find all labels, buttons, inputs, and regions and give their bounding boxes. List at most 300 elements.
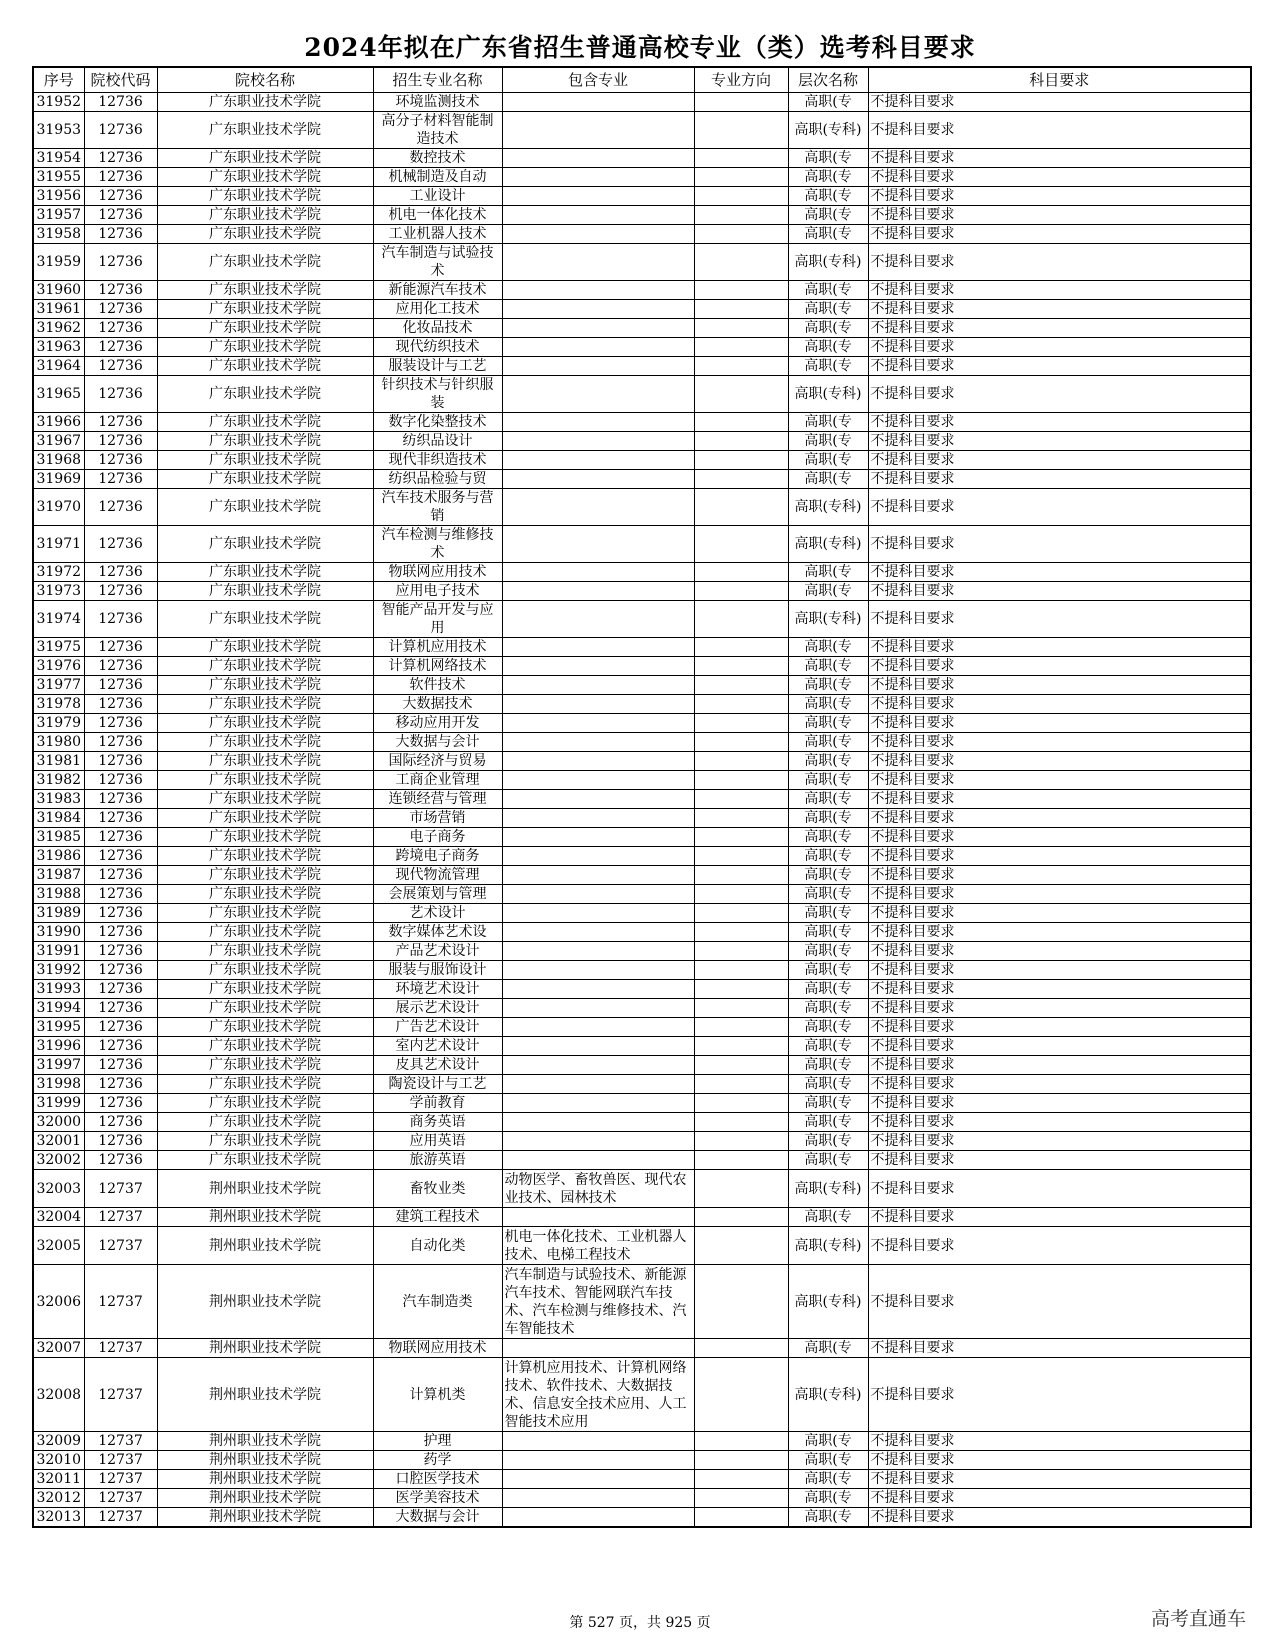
direction-cell (694, 866, 788, 885)
school-cell: 广东职业技术学院 (157, 357, 373, 376)
included-majors-cell (502, 1508, 694, 1528)
direction-cell (694, 714, 788, 733)
level-cell: 高职(专 (788, 470, 868, 489)
school-cell: 广东职业技术学院 (157, 752, 373, 771)
school-cell: 广东职业技术学院 (157, 93, 373, 112)
seq-cell: 31967 (33, 432, 84, 451)
col-header: 层次名称 (788, 67, 868, 93)
school-cell: 广东职业技术学院 (157, 809, 373, 828)
major-cell: 服装设计与工艺 (373, 357, 502, 376)
included-majors-cell (502, 1132, 694, 1151)
table-row (33, 942, 1251, 961)
major-cell: 物联网应用技术 (373, 563, 502, 582)
major-cell: 环境艺术设计 (373, 980, 502, 999)
direction-cell (694, 206, 788, 225)
major-cell: 工商企业管理 (373, 771, 502, 790)
seq-cell: 32002 (33, 1151, 84, 1170)
table-row (33, 1339, 1251, 1358)
school-cell: 荆州职业技术学院 (157, 1339, 373, 1358)
col-header: 专业方向 (694, 67, 788, 93)
level-cell: 高职(专 (788, 1508, 868, 1528)
level-cell: 高职(专 (788, 1037, 868, 1056)
level-cell: 高职(专 (788, 1451, 868, 1470)
code-cell: 12737 (84, 1451, 157, 1470)
major-cell: 广告艺术设计 (373, 1018, 502, 1037)
direction-cell (694, 357, 788, 376)
included-majors-cell (502, 790, 694, 809)
code-cell: 12736 (84, 904, 157, 923)
level-cell: 高职(专 (788, 1489, 868, 1508)
major-cell: 自动化类 (373, 1227, 502, 1265)
direction-cell (694, 451, 788, 470)
direction-cell (694, 300, 788, 319)
requirement-cell: 不提科目要求 (868, 1056, 1251, 1075)
direction-cell (694, 582, 788, 601)
school-cell: 广东职业技术学院 (157, 657, 373, 676)
code-cell: 12736 (84, 1056, 157, 1075)
direction-cell (694, 733, 788, 752)
table-row (33, 376, 1251, 413)
major-cell: 大数据技术 (373, 695, 502, 714)
direction-cell (694, 847, 788, 866)
level-cell: 高职(专 (788, 582, 868, 601)
included-majors-cell (502, 638, 694, 657)
seq-cell: 31977 (33, 676, 84, 695)
code-cell: 12736 (84, 752, 157, 771)
table-row (33, 1018, 1251, 1037)
included-majors-cell (502, 470, 694, 489)
code-cell: 12736 (84, 376, 157, 413)
direction-cell (694, 1056, 788, 1075)
direction-cell (694, 1227, 788, 1265)
requirement-cell: 不提科目要求 (868, 828, 1251, 847)
seq-cell: 32006 (33, 1265, 84, 1339)
major-cell: 护理 (373, 1432, 502, 1451)
direction-cell (694, 638, 788, 657)
table-row (33, 300, 1251, 319)
table-row (33, 1265, 1251, 1339)
school-cell: 荆州职业技术学院 (157, 1170, 373, 1208)
level-cell: 高职(专 (788, 93, 868, 112)
included-majors-cell: 汽车制造与试验技术、新能源汽车技术、智能网联汽车技术、汽车检测与维修技术、汽车智能技术 (502, 1265, 694, 1339)
level-cell: 高职(专 (788, 319, 868, 338)
table-row (33, 885, 1251, 904)
requirement-cell: 不提科目要求 (868, 961, 1251, 980)
seq-cell: 31956 (33, 187, 84, 206)
direction-cell (694, 942, 788, 961)
direction-cell (694, 695, 788, 714)
seq-cell: 31995 (33, 1018, 84, 1037)
level-cell: 高职(专 (788, 206, 868, 225)
requirement-cell: 不提科目要求 (868, 1432, 1251, 1451)
requirement-cell: 不提科目要求 (868, 1451, 1251, 1470)
requirement-cell: 不提科目要求 (868, 695, 1251, 714)
level-cell: 高职(专 (788, 904, 868, 923)
major-cell: 化妆品技术 (373, 319, 502, 338)
seq-cell: 31955 (33, 168, 84, 187)
major-cell: 工业机器人技术 (373, 225, 502, 244)
included-majors-cell (502, 885, 694, 904)
included-majors-cell (502, 828, 694, 847)
table-row (33, 149, 1251, 168)
code-cell: 12736 (84, 866, 157, 885)
requirement-cell: 不提科目要求 (868, 1227, 1251, 1265)
table-row (33, 904, 1251, 923)
school-cell: 广东职业技术学院 (157, 300, 373, 319)
table-row (33, 1094, 1251, 1113)
direction-cell (694, 904, 788, 923)
seq-cell: 32010 (33, 1451, 84, 1470)
requirement-cell: 不提科目要求 (868, 582, 1251, 601)
requirement-cell: 不提科目要求 (868, 470, 1251, 489)
included-majors-cell (502, 809, 694, 828)
major-cell: 移动应用开发 (373, 714, 502, 733)
level-cell: 高职(专 (788, 432, 868, 451)
requirement-cell: 不提科目要求 (868, 601, 1251, 638)
table-row (33, 1451, 1251, 1470)
requirement-cell: 不提科目要求 (868, 771, 1251, 790)
included-majors-cell: 机电一体化技术、工业机器人技术、电梯工程技术 (502, 1227, 694, 1265)
major-cell: 会展策划与管理 (373, 885, 502, 904)
code-cell: 12737 (84, 1170, 157, 1208)
seq-cell: 31993 (33, 980, 84, 999)
included-majors-cell (502, 319, 694, 338)
direction-cell (694, 470, 788, 489)
major-cell: 跨境电子商务 (373, 847, 502, 866)
direction-cell (694, 432, 788, 451)
seq-cell: 31991 (33, 942, 84, 961)
table-row (33, 790, 1251, 809)
table-row (33, 657, 1251, 676)
level-cell: 高职(专 (788, 357, 868, 376)
level-cell: 高职(专 (788, 1075, 868, 1094)
included-majors-cell (502, 904, 694, 923)
school-cell: 广东职业技术学院 (157, 847, 373, 866)
included-majors-cell (502, 1470, 694, 1489)
code-cell: 12737 (84, 1265, 157, 1339)
major-cell: 机械制造及自动 (373, 168, 502, 187)
direction-cell (694, 601, 788, 638)
requirement-cell: 不提科目要求 (868, 790, 1251, 809)
school-cell: 广东职业技术学院 (157, 904, 373, 923)
level-cell: 高职(专 (788, 999, 868, 1018)
requirement-cell: 不提科目要求 (868, 1470, 1251, 1489)
requirement-cell: 不提科目要求 (868, 923, 1251, 942)
code-cell: 12736 (84, 828, 157, 847)
level-cell: 高职(专 (788, 866, 868, 885)
code-cell: 12737 (84, 1208, 157, 1227)
direction-cell (694, 1037, 788, 1056)
seq-cell: 31958 (33, 225, 84, 244)
level-cell: 高职(专科) (788, 244, 868, 281)
level-cell: 高职(专 (788, 1339, 868, 1358)
direction-cell (694, 338, 788, 357)
included-majors-cell (502, 847, 694, 866)
level-cell: 高职(专 (788, 1208, 868, 1227)
seq-cell: 31992 (33, 961, 84, 980)
included-majors-cell (502, 432, 694, 451)
code-cell: 12736 (84, 1094, 157, 1113)
seq-cell: 31954 (33, 149, 84, 168)
seq-cell: 31989 (33, 904, 84, 923)
included-majors-cell (502, 1018, 694, 1037)
code-cell: 12737 (84, 1470, 157, 1489)
included-majors-cell (502, 1056, 694, 1075)
included-majors-cell (502, 281, 694, 300)
requirement-cell: 不提科目要求 (868, 413, 1251, 432)
code-cell: 12736 (84, 733, 157, 752)
direction-cell (694, 961, 788, 980)
included-majors-cell (502, 771, 694, 790)
major-cell: 环境监测技术 (373, 93, 502, 112)
requirement-cell: 不提科目要求 (868, 376, 1251, 413)
major-cell: 产品艺术设计 (373, 942, 502, 961)
level-cell: 高职(专 (788, 149, 868, 168)
level-cell: 高职(专 (788, 790, 868, 809)
major-cell: 医学美容技术 (373, 1489, 502, 1508)
included-majors-cell (502, 1451, 694, 1470)
seq-cell: 31982 (33, 771, 84, 790)
requirement-cell: 不提科目要求 (868, 1265, 1251, 1339)
table-row (33, 206, 1251, 225)
included-majors-cell (502, 451, 694, 470)
level-cell: 高职(专科) (788, 1265, 868, 1339)
seq-cell: 31972 (33, 563, 84, 582)
included-majors-cell (502, 1208, 694, 1227)
major-cell: 数字化染整技术 (373, 413, 502, 432)
major-cell: 机电一体化技术 (373, 206, 502, 225)
seq-cell: 32011 (33, 1470, 84, 1489)
school-cell: 广东职业技术学院 (157, 771, 373, 790)
major-cell: 连锁经营与管理 (373, 790, 502, 809)
major-cell: 软件技术 (373, 676, 502, 695)
watermark-text: 高考直通车 (1150, 1608, 1246, 1630)
requirement-cell: 不提科目要求 (868, 999, 1251, 1018)
page-title: 2024年拟在广东省招生普通高校专业（类）选考科目要求 (304, 33, 976, 62)
seq-cell: 31997 (33, 1056, 84, 1075)
included-majors-cell (502, 1037, 694, 1056)
level-cell: 高职(专 (788, 809, 868, 828)
school-cell: 广东职业技术学院 (157, 206, 373, 225)
requirement-cell: 不提科目要求 (868, 93, 1251, 112)
school-cell: 广东职业技术学院 (157, 413, 373, 432)
direction-cell (694, 1132, 788, 1151)
included-majors-cell (502, 752, 694, 771)
table-row (33, 526, 1251, 563)
direction-cell (694, 676, 788, 695)
major-cell: 应用英语 (373, 1132, 502, 1151)
col-header: 包含专业 (502, 67, 694, 93)
code-cell: 12736 (84, 923, 157, 942)
seq-cell: 32013 (33, 1508, 84, 1528)
seq-cell: 31999 (33, 1094, 84, 1113)
seq-cell: 31981 (33, 752, 84, 771)
direction-cell (694, 752, 788, 771)
school-cell: 广东职业技术学院 (157, 244, 373, 281)
table-row (33, 244, 1251, 281)
major-cell: 汽车检测与维修技术 (373, 526, 502, 563)
direction-cell (694, 1113, 788, 1132)
seq-cell: 31953 (33, 112, 84, 149)
included-majors-cell (502, 582, 694, 601)
major-cell: 汽车技术服务与营销 (373, 489, 502, 526)
seq-cell: 31961 (33, 300, 84, 319)
code-cell: 12736 (84, 638, 157, 657)
table-row (33, 1056, 1251, 1075)
direction-cell (694, 489, 788, 526)
seq-cell: 31960 (33, 281, 84, 300)
level-cell: 高职(专科) (788, 1358, 868, 1432)
code-cell: 12736 (84, 1018, 157, 1037)
major-cell: 畜牧业类 (373, 1170, 502, 1208)
seq-cell: 31988 (33, 885, 84, 904)
seq-cell: 32009 (33, 1432, 84, 1451)
code-cell: 12736 (84, 563, 157, 582)
school-cell: 广东职业技术学院 (157, 790, 373, 809)
school-cell: 广东职业技术学院 (157, 319, 373, 338)
included-majors-cell (502, 300, 694, 319)
school-cell: 广东职业技术学院 (157, 149, 373, 168)
code-cell: 12736 (84, 300, 157, 319)
major-cell: 计算机网络技术 (373, 657, 502, 676)
col-header: 科目要求 (868, 67, 1251, 93)
level-cell: 高职(专 (788, 168, 868, 187)
school-cell: 广东职业技术学院 (157, 376, 373, 413)
seq-cell: 31965 (33, 376, 84, 413)
code-cell: 12736 (84, 847, 157, 866)
school-cell: 荆州职业技术学院 (157, 1358, 373, 1432)
major-cell: 展示艺术设计 (373, 999, 502, 1018)
table-row (33, 225, 1251, 244)
major-cell: 纺织品设计 (373, 432, 502, 451)
school-cell: 荆州职业技术学院 (157, 1508, 373, 1528)
code-cell: 12736 (84, 112, 157, 149)
level-cell: 高职(专 (788, 885, 868, 904)
school-cell: 广东职业技术学院 (157, 695, 373, 714)
school-cell: 广东职业技术学院 (157, 638, 373, 657)
direction-cell (694, 809, 788, 828)
school-cell: 广东职业技术学院 (157, 1094, 373, 1113)
table-row (33, 771, 1251, 790)
school-cell: 广东职业技术学院 (157, 1113, 373, 1132)
requirement-cell: 不提科目要求 (868, 451, 1251, 470)
table-row (33, 413, 1251, 432)
included-majors-cell (502, 413, 694, 432)
included-majors-cell (502, 338, 694, 357)
table-row (33, 187, 1251, 206)
major-cell: 艺术设计 (373, 904, 502, 923)
direction-cell (694, 168, 788, 187)
table-row (33, 828, 1251, 847)
level-cell: 高职(专科) (788, 601, 868, 638)
table-row (33, 866, 1251, 885)
seq-cell: 31979 (33, 714, 84, 733)
direction-cell (694, 413, 788, 432)
school-cell: 荆州职业技术学院 (157, 1265, 373, 1339)
direction-cell (694, 281, 788, 300)
code-cell: 12737 (84, 1489, 157, 1508)
table-row (33, 1432, 1251, 1451)
major-cell: 新能源汽车技术 (373, 281, 502, 300)
seq-cell: 31959 (33, 244, 84, 281)
major-cell: 药学 (373, 1451, 502, 1470)
requirement-cell: 不提科目要求 (868, 714, 1251, 733)
direction-cell (694, 1018, 788, 1037)
level-cell: 高职(专 (788, 961, 868, 980)
page-footer: 第 527 页，共 925 页 (569, 1615, 711, 1631)
code-cell: 12736 (84, 657, 157, 676)
school-cell: 广东职业技术学院 (157, 885, 373, 904)
code-cell: 12736 (84, 790, 157, 809)
major-cell: 应用化工技术 (373, 300, 502, 319)
school-cell: 广东职业技术学院 (157, 225, 373, 244)
table-row (33, 582, 1251, 601)
code-cell: 12736 (84, 676, 157, 695)
col-header: 序号 (33, 67, 84, 93)
level-cell: 高职(专 (788, 300, 868, 319)
requirement-cell: 不提科目要求 (868, 338, 1251, 357)
code-cell: 12737 (84, 1508, 157, 1528)
requirement-cell: 不提科目要求 (868, 319, 1251, 338)
major-cell: 电子商务 (373, 828, 502, 847)
major-cell: 口腔医学技术 (373, 1470, 502, 1489)
major-cell: 服装与服饰设计 (373, 961, 502, 980)
level-cell: 高职(专 (788, 563, 868, 582)
direction-cell (694, 1451, 788, 1470)
requirement-cell: 不提科目要求 (868, 1358, 1251, 1432)
code-cell: 12736 (84, 526, 157, 563)
direction-cell (694, 1265, 788, 1339)
level-cell: 高职(专 (788, 847, 868, 866)
seq-cell: 31974 (33, 601, 84, 638)
included-majors-cell (502, 489, 694, 526)
code-cell: 12736 (84, 695, 157, 714)
requirement-cell: 不提科目要求 (868, 149, 1251, 168)
school-cell: 广东职业技术学院 (157, 1037, 373, 1056)
requirement-cell: 不提科目要求 (868, 1339, 1251, 1358)
table-row (33, 1358, 1251, 1432)
school-cell: 广东职业技术学院 (157, 168, 373, 187)
school-cell: 广东职业技术学院 (157, 1018, 373, 1037)
requirement-cell: 不提科目要求 (868, 1075, 1251, 1094)
school-cell: 广东职业技术学院 (157, 733, 373, 752)
seq-cell: 31966 (33, 413, 84, 432)
included-majors-cell (502, 187, 694, 206)
included-majors-cell (502, 942, 694, 961)
code-cell: 12736 (84, 225, 157, 244)
level-cell: 高职(专 (788, 1113, 868, 1132)
code-cell: 12736 (84, 601, 157, 638)
major-cell: 应用电子技术 (373, 582, 502, 601)
level-cell: 高职(专 (788, 225, 868, 244)
seq-cell: 32005 (33, 1227, 84, 1265)
table-row (33, 563, 1251, 582)
requirement-cell: 不提科目要求 (868, 847, 1251, 866)
table-row (33, 638, 1251, 657)
table-row (33, 432, 1251, 451)
col-header: 院校代码 (84, 67, 157, 93)
major-cell: 国际经济与贸易 (373, 752, 502, 771)
seq-cell: 31957 (33, 206, 84, 225)
level-cell: 高职(专 (788, 828, 868, 847)
code-cell: 12737 (84, 1227, 157, 1265)
requirement-cell: 不提科目要求 (868, 563, 1251, 582)
code-cell: 12736 (84, 582, 157, 601)
major-cell: 现代纺织技术 (373, 338, 502, 357)
table-row (33, 676, 1251, 695)
requirement-cell: 不提科目要求 (868, 1489, 1251, 1508)
requirement-cell: 不提科目要求 (868, 885, 1251, 904)
